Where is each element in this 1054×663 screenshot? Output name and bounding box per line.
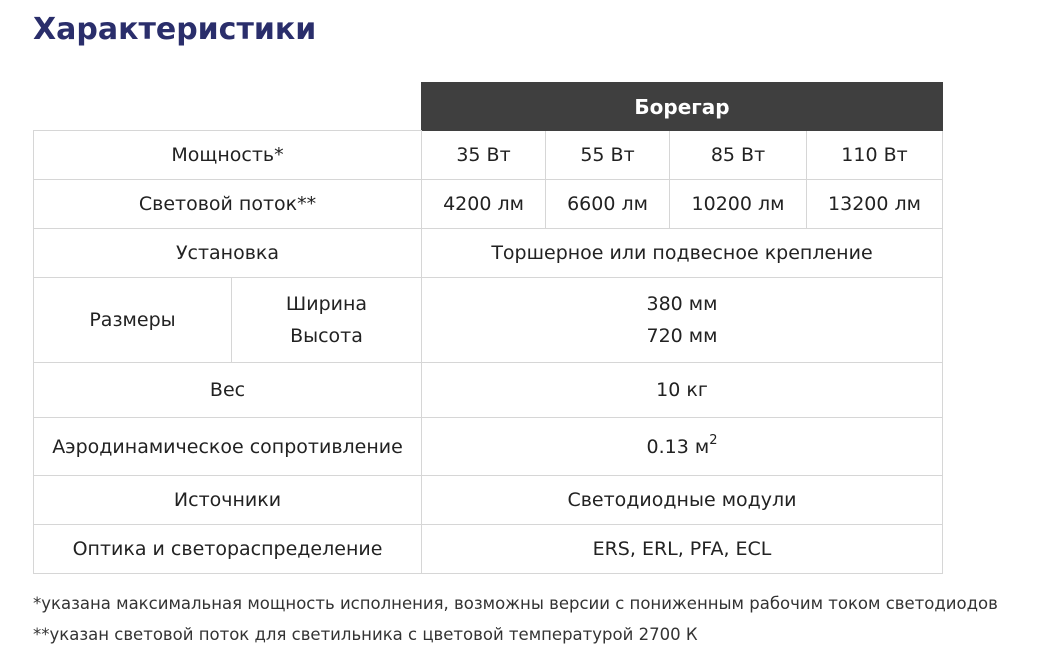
sources-value: Светодиодные модули — [422, 476, 943, 525]
table-row-weight — [34, 363, 943, 418]
specifications-table — [33, 82, 943, 574]
power-value: 35 Вт — [422, 131, 546, 180]
table-header-row — [34, 83, 943, 131]
flux-value: 6600 лм — [546, 180, 670, 229]
flux-label: Световой поток** — [34, 180, 422, 229]
optics-value: ERS, ERL, PFA, ECL — [422, 525, 943, 574]
mounting-value: Торшерное или подвесное крепление — [422, 229, 943, 278]
drag-label: Аэродинамическое сопротивление — [34, 418, 422, 476]
flux-value: 13200 лм — [807, 180, 943, 229]
power-value: 85 Вт — [670, 131, 807, 180]
dimensions-sublabels — [232, 278, 422, 363]
footnote-flux: **указан световой поток для светильника с цветовой температурой 2700 К — [33, 625, 698, 644]
width-label: Ширина — [285, 293, 368, 315]
table-row-flux — [34, 180, 943, 229]
table-row-drag — [34, 418, 943, 476]
power-value: 55 Вт — [546, 131, 670, 180]
dimensions-values — [422, 278, 943, 363]
power-label: Мощность* — [34, 131, 422, 180]
mounting-label: Установка — [34, 229, 422, 278]
width-value: 380 мм — [646, 293, 718, 315]
header-blank-cell — [34, 83, 422, 131]
height-label: Высота — [290, 325, 363, 347]
height-value: 720 мм — [646, 325, 718, 347]
flux-value: 4200 лм — [422, 180, 546, 229]
weight-value: 10 кг — [422, 363, 943, 418]
table-row-dimensions — [34, 278, 943, 363]
sources-label: Источники — [34, 476, 422, 525]
table-row-power — [34, 131, 943, 180]
drag-value: 0.13 м — [646, 435, 710, 458]
table-row-sources — [34, 476, 943, 525]
page-title: Характеристики — [33, 12, 317, 47]
weight-label: Вес — [34, 363, 422, 418]
drag-exponent: 2 — [709, 432, 718, 448]
table-row-mounting — [34, 229, 943, 278]
dimensions-label: Размеры — [34, 278, 232, 363]
product-header: Борегар — [422, 83, 943, 131]
table-row-optics — [34, 525, 943, 574]
optics-label: Оптика и светораспределение — [34, 525, 422, 574]
power-value: 110 Вт — [807, 131, 943, 180]
drag-cell — [422, 418, 943, 476]
footnote-power: *указана максимальная мощность исполнения, возможны версии с пониженным рабочим током светодиодов — [33, 594, 998, 613]
flux-value: 10200 лм — [670, 180, 807, 229]
footnotes — [33, 588, 998, 650]
